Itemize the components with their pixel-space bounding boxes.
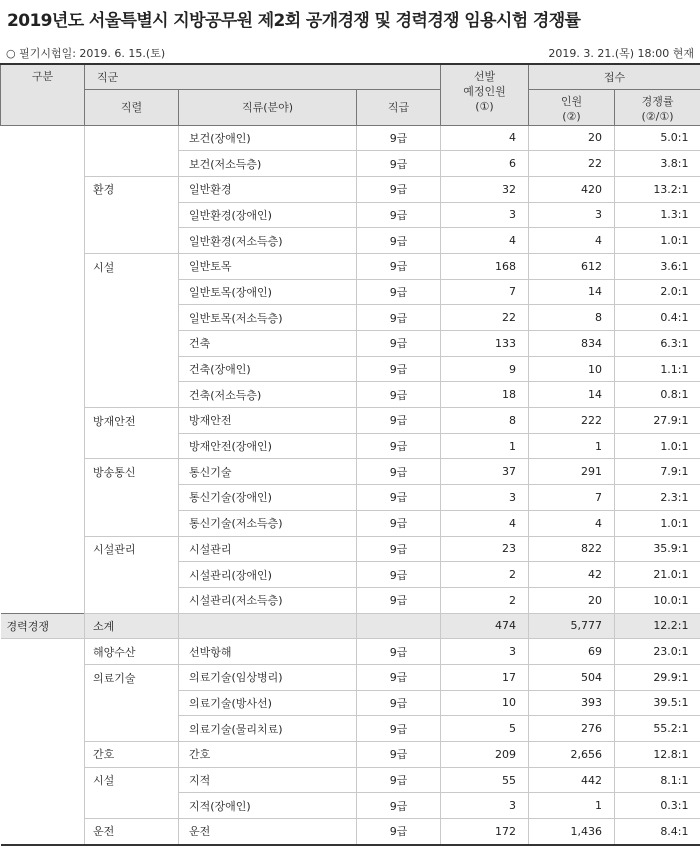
category-cell — [1, 742, 85, 768]
job-type-cell: 방재안전 — [179, 408, 357, 434]
job-series-cell — [85, 562, 179, 588]
header-planned — [441, 64, 529, 125]
job-series-cell — [85, 356, 179, 382]
job-series-cell — [85, 690, 179, 716]
table-row — [1, 536, 700, 562]
ratio-cell: 8.1:1 — [615, 767, 700, 793]
category-cell: 경력경쟁 — [1, 613, 85, 639]
ratio-cell: 5.0:1 — [615, 125, 700, 151]
ratio-cell: 1.1:1 — [615, 356, 700, 382]
applicants-cell: 20 — [529, 125, 615, 151]
competition-ratio-table — [0, 63, 700, 846]
job-type-cell: 방재안전(장애인) — [179, 433, 357, 459]
job-series-cell: 해양수산 — [85, 639, 179, 665]
planned-cell: 18 — [441, 382, 529, 408]
header-ratio — [615, 89, 700, 125]
category-cell — [1, 125, 85, 151]
job-series-cell: 방송통신 — [85, 459, 179, 485]
header-job-series: 직렬 — [85, 89, 179, 125]
job-type-cell: 시설관리(저소득층) — [179, 587, 357, 613]
job-type-cell: 건축 — [179, 331, 357, 357]
header-planned-line2: 예정인원 — [463, 85, 506, 98]
job-series-cell: 소계 — [85, 613, 179, 639]
grade-cell: 9급 — [357, 459, 441, 485]
grade-cell: 9급 — [357, 253, 441, 279]
applicants-cell: 504 — [529, 664, 615, 690]
applicants-cell: 10 — [529, 356, 615, 382]
planned-cell: 23 — [441, 536, 529, 562]
table-row — [1, 305, 700, 331]
ratio-cell: 0.4:1 — [615, 305, 700, 331]
ratio-cell: 55.2:1 — [615, 716, 700, 742]
applicants-cell: 834 — [529, 331, 615, 357]
ratio-cell: 1.0:1 — [615, 510, 700, 536]
planned-cell: 3 — [441, 793, 529, 819]
planned-cell: 7 — [441, 279, 529, 305]
applicants-cell: 420 — [529, 176, 615, 202]
exam-date-note: ○ 필기시험일: 2019. 6. 15.(토) — [6, 47, 166, 60]
planned-cell: 209 — [441, 742, 529, 768]
job-type-cell: 통신기술 — [179, 459, 357, 485]
job-series-cell — [85, 382, 179, 408]
ratio-cell: 35.9:1 — [615, 536, 700, 562]
category-cell — [1, 176, 85, 202]
ratio-cell: 1.0:1 — [615, 433, 700, 459]
ratio-cell: 12.8:1 — [615, 742, 700, 768]
job-series-cell: 시설 — [85, 767, 179, 793]
ratio-cell: 3.8:1 — [615, 151, 700, 177]
planned-cell: 22 — [441, 305, 529, 331]
table-row — [1, 639, 700, 665]
grade-cell: 9급 — [357, 536, 441, 562]
job-type-cell: 시설관리 — [179, 536, 357, 562]
job-type-cell: 건축(저소득층) — [179, 382, 357, 408]
job-series-cell — [85, 716, 179, 742]
category-cell — [1, 536, 85, 562]
category-cell — [1, 690, 85, 716]
header-applicants-line1: 인원 — [560, 94, 583, 108]
table-row — [1, 819, 700, 845]
category-cell — [1, 819, 85, 845]
job-series-cell: 방재안전 — [85, 408, 179, 434]
header-job-group: 직군 — [85, 64, 441, 89]
table-row — [1, 125, 700, 151]
applicants-cell: 42 — [529, 562, 615, 588]
job-series-cell — [85, 279, 179, 305]
job-series-cell — [85, 151, 179, 177]
applicants-cell: 14 — [529, 382, 615, 408]
job-type-cell: 지적 — [179, 767, 357, 793]
applicants-cell: 8 — [529, 305, 615, 331]
category-cell — [1, 305, 85, 331]
table-row — [1, 767, 700, 793]
planned-cell: 9 — [441, 356, 529, 382]
planned-cell: 37 — [441, 459, 529, 485]
job-type-cell: 통신기술(장애인) — [179, 485, 357, 511]
grade-cell: 9급 — [357, 356, 441, 382]
planned-cell: 5 — [441, 716, 529, 742]
grade-cell: 9급 — [357, 819, 441, 845]
table-row — [1, 176, 700, 202]
category-cell — [1, 767, 85, 793]
planned-cell: 3 — [441, 485, 529, 511]
job-series-cell: 시설관리 — [85, 536, 179, 562]
grade-cell: 9급 — [357, 742, 441, 768]
grade-cell: 9급 — [357, 716, 441, 742]
header-planned-line3: (①) — [475, 100, 494, 113]
table-row — [1, 664, 700, 690]
planned-cell: 3 — [441, 202, 529, 228]
ratio-cell: 0.8:1 — [615, 382, 700, 408]
job-type-cell: 통신기술(저소득층) — [179, 510, 357, 536]
table-row — [1, 202, 700, 228]
planned-cell: 17 — [441, 664, 529, 690]
applicants-cell: 276 — [529, 716, 615, 742]
job-type-cell: 일반환경(저소득층) — [179, 228, 357, 254]
header-grade: 직급 — [357, 89, 441, 125]
grade-cell: 9급 — [357, 382, 441, 408]
job-series-cell: 시설 — [85, 253, 179, 279]
job-series-cell — [85, 433, 179, 459]
job-type-cell: 일반환경(장애인) — [179, 202, 357, 228]
ratio-cell: 2.3:1 — [615, 485, 700, 511]
grade-cell: 9급 — [357, 228, 441, 254]
planned-cell: 172 — [441, 819, 529, 845]
applicants-cell: 4 — [529, 228, 615, 254]
applicants-cell: 20 — [529, 587, 615, 613]
planned-cell: 133 — [441, 331, 529, 357]
job-series-cell: 간호 — [85, 742, 179, 768]
ratio-cell: 0.3:1 — [615, 793, 700, 819]
job-series-cell — [85, 125, 179, 151]
table-row — [1, 228, 700, 254]
job-type-cell: 보건(장애인) — [179, 125, 357, 151]
job-series-cell — [85, 331, 179, 357]
planned-cell: 1 — [441, 433, 529, 459]
planned-cell: 2 — [441, 587, 529, 613]
table-body — [1, 125, 700, 845]
applicants-cell: 1 — [529, 433, 615, 459]
header-applicants — [529, 89, 615, 125]
table-row — [1, 408, 700, 434]
planned-cell: 168 — [441, 253, 529, 279]
grade-cell: 9급 — [357, 664, 441, 690]
header-applications: 접수 — [529, 64, 700, 89]
ratio-cell: 1.0:1 — [615, 228, 700, 254]
category-cell — [1, 433, 85, 459]
header-ratio-line1: 경쟁률 — [641, 94, 674, 108]
ratio-cell: 39.5:1 — [615, 690, 700, 716]
table-row — [1, 253, 700, 279]
applicants-cell: 7 — [529, 485, 615, 511]
applicants-cell: 69 — [529, 639, 615, 665]
planned-cell: 3 — [441, 639, 529, 665]
job-series-cell — [85, 228, 179, 254]
applicants-cell: 393 — [529, 690, 615, 716]
ratio-cell: 3.6:1 — [615, 253, 700, 279]
category-cell — [1, 151, 85, 177]
job-type-cell: 간호 — [179, 742, 357, 768]
header-category: 구분 — [1, 64, 85, 125]
table-row — [1, 433, 700, 459]
grade-cell: 9급 — [357, 562, 441, 588]
table-row — [1, 587, 700, 613]
job-type-cell: 시설관리(장애인) — [179, 562, 357, 588]
planned-cell: 4 — [441, 510, 529, 536]
job-series-cell — [85, 305, 179, 331]
category-cell — [1, 485, 85, 511]
ratio-cell: 1.3:1 — [615, 202, 700, 228]
ratio-cell: 7.9:1 — [615, 459, 700, 485]
grade-cell: 9급 — [357, 510, 441, 536]
job-type-cell: 건축(장애인) — [179, 356, 357, 382]
job-type-cell: 일반토목 — [179, 253, 357, 279]
job-type-cell: 운전 — [179, 819, 357, 845]
job-type-cell: 일반토목(저소득층) — [179, 305, 357, 331]
document-title: 2019년도 서울특별시 지방공무원 제2회 공개경쟁 및 경력경쟁 임용시험 경쟁률 — [7, 11, 581, 31]
job-series-cell — [85, 510, 179, 536]
category-cell — [1, 587, 85, 613]
job-type-cell — [179, 613, 357, 639]
planned-cell: 55 — [441, 767, 529, 793]
table-row — [1, 459, 700, 485]
grade-cell: 9급 — [357, 151, 441, 177]
job-series-cell — [85, 793, 179, 819]
planned-cell: 4 — [441, 228, 529, 254]
category-cell — [1, 510, 85, 536]
ratio-cell: 27.9:1 — [615, 408, 700, 434]
job-series-cell: 운전 — [85, 819, 179, 845]
ratio-cell: 6.3:1 — [615, 331, 700, 357]
table-row — [1, 279, 700, 305]
planned-cell: 4 — [441, 125, 529, 151]
job-type-cell: 보건(저소득층) — [179, 151, 357, 177]
planned-cell: 6 — [441, 151, 529, 177]
ratio-cell: 8.4:1 — [615, 819, 700, 845]
ratio-cell: 13.2:1 — [615, 176, 700, 202]
applicants-cell: 1 — [529, 793, 615, 819]
applicants-cell: 22 — [529, 151, 615, 177]
table-row — [1, 562, 700, 588]
ratio-cell: 10.0:1 — [615, 587, 700, 613]
table-row — [1, 331, 700, 357]
grade-cell: 9급 — [357, 767, 441, 793]
grade-cell: 9급 — [357, 202, 441, 228]
grade-cell: 9급 — [357, 176, 441, 202]
job-type-cell: 일반환경 — [179, 176, 357, 202]
applicants-cell: 3 — [529, 202, 615, 228]
category-cell — [1, 202, 85, 228]
table-row — [1, 793, 700, 819]
category-cell — [1, 331, 85, 357]
header-ratio-line2: (②/①) — [641, 109, 674, 123]
table-row — [1, 510, 700, 536]
table-row — [1, 151, 700, 177]
subtotal-row — [1, 613, 700, 639]
grade-cell: 9급 — [357, 587, 441, 613]
job-type-cell: 일반토목(장애인) — [179, 279, 357, 305]
job-type-cell: 의료기술(물리치료) — [179, 716, 357, 742]
table-row — [1, 742, 700, 768]
job-type-cell: 지적(장애인) — [179, 793, 357, 819]
applicants-cell: 612 — [529, 253, 615, 279]
category-cell — [1, 664, 85, 690]
job-series-cell — [85, 202, 179, 228]
category-cell — [1, 356, 85, 382]
grade-cell: 9급 — [357, 639, 441, 665]
applicants-cell: 442 — [529, 767, 615, 793]
ratio-cell: 23.0:1 — [615, 639, 700, 665]
grade-cell: 9급 — [357, 793, 441, 819]
ratio-cell: 12.2:1 — [615, 613, 700, 639]
planned-cell: 474 — [441, 613, 529, 639]
header-applicants-line2: (②) — [562, 109, 581, 123]
grade-cell: 9급 — [357, 408, 441, 434]
job-type-cell: 선박항해 — [179, 639, 357, 665]
header-job-type: 직류(분야) — [179, 89, 357, 125]
job-type-cell: 의료기술(임상병리) — [179, 664, 357, 690]
category-cell — [1, 562, 85, 588]
applicants-cell: 222 — [529, 408, 615, 434]
planned-cell: 2 — [441, 562, 529, 588]
header-planned-line1: 선발 — [473, 70, 496, 83]
category-cell — [1, 716, 85, 742]
planned-cell: 8 — [441, 408, 529, 434]
grade-cell: 9급 — [357, 485, 441, 511]
job-series-cell — [85, 587, 179, 613]
grade-cell: 9급 — [357, 433, 441, 459]
grade-cell — [357, 613, 441, 639]
applicants-cell: 1,436 — [529, 819, 615, 845]
table-row — [1, 485, 700, 511]
ratio-cell: 2.0:1 — [615, 279, 700, 305]
category-cell — [1, 459, 85, 485]
category-cell — [1, 382, 85, 408]
applicants-cell: 14 — [529, 279, 615, 305]
planned-cell: 10 — [441, 690, 529, 716]
ratio-cell: 21.0:1 — [615, 562, 700, 588]
job-type-cell: 의료기술(방사선) — [179, 690, 357, 716]
category-cell — [1, 279, 85, 305]
applicants-cell: 5,777 — [529, 613, 615, 639]
grade-cell: 9급 — [357, 279, 441, 305]
as-of-timestamp: 2019. 3. 21.(목) 18:00 현재 — [548, 47, 694, 60]
ratio-cell: 29.9:1 — [615, 664, 700, 690]
planned-cell: 32 — [441, 176, 529, 202]
applicants-cell: 4 — [529, 510, 615, 536]
grade-cell: 9급 — [357, 331, 441, 357]
job-series-cell: 환경 — [85, 176, 179, 202]
applicants-cell: 291 — [529, 459, 615, 485]
job-series-cell: 의료기술 — [85, 664, 179, 690]
category-cell — [1, 639, 85, 665]
applicants-cell: 2,656 — [529, 742, 615, 768]
grade-cell: 9급 — [357, 305, 441, 331]
applicants-cell: 822 — [529, 536, 615, 562]
table-row — [1, 716, 700, 742]
table-row — [1, 382, 700, 408]
table-header — [1, 64, 700, 125]
grade-cell: 9급 — [357, 125, 441, 151]
job-series-cell — [85, 485, 179, 511]
category-cell — [1, 408, 85, 434]
table-row — [1, 356, 700, 382]
category-cell — [1, 253, 85, 279]
grade-cell: 9급 — [357, 690, 441, 716]
category-cell — [1, 793, 85, 819]
category-cell — [1, 228, 85, 254]
table-row — [1, 690, 700, 716]
